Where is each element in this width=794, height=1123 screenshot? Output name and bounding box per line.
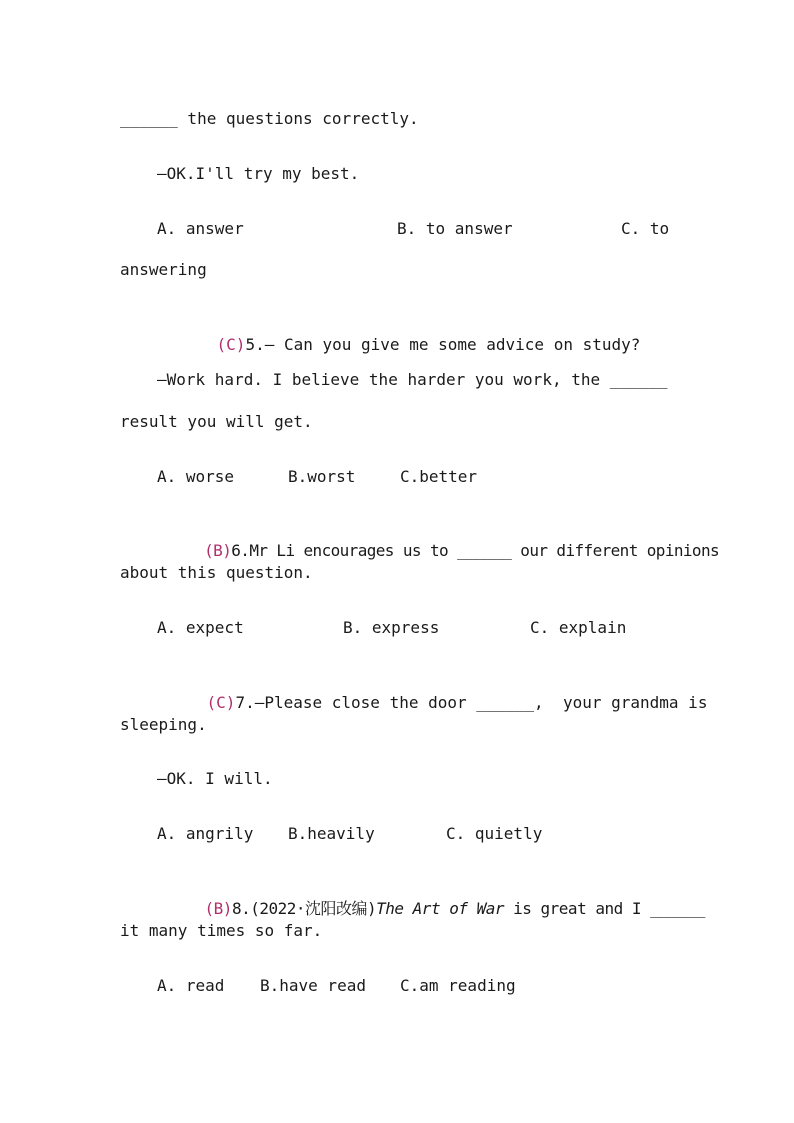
q8-stem-prefix: 8.(2022·沈阳改编) xyxy=(231,899,377,918)
q8-stem-suffix: is great and I ______ xyxy=(504,899,705,918)
q5-reply-line-2: result you will get. xyxy=(120,412,313,431)
q5-option-b: B.worst xyxy=(288,467,356,486)
q5-line xyxy=(178,315,640,375)
q8-option-a: A. read xyxy=(157,976,225,995)
q6-answer: (B) xyxy=(204,541,232,560)
q7-stem-line-1: 7.—Please close the door ______, your grandma is xyxy=(235,693,708,712)
q4-option-c-continuation: answering xyxy=(120,260,207,279)
q7-answer: (C) xyxy=(206,693,236,712)
q8-option-c: C.am reading xyxy=(400,976,516,995)
q4-option-b: B. to answer xyxy=(397,219,513,238)
q4-stem-continuation: ______ the questions correctly. xyxy=(120,109,419,128)
q7-stem-line-2: sleeping. xyxy=(120,715,207,734)
q8-stem-line-2: it many times so far. xyxy=(120,921,323,940)
q5-option-c: C.better xyxy=(400,467,478,486)
q6-stem-line-1: 6.Mr Li encourages us to ______ our different opinions xyxy=(231,541,720,560)
q6-option-a: A. expect xyxy=(157,618,244,637)
q5-answer: (C) xyxy=(216,335,246,354)
q4-reply: —OK.I'll try my best. xyxy=(157,164,360,183)
q6-option-b: B. express xyxy=(343,618,440,637)
q5-option-a: A. worse xyxy=(157,467,235,486)
q7-option-b: B.heavily xyxy=(288,824,375,843)
q8-answer: (B) xyxy=(204,899,232,918)
q7-option-a: A. angrily xyxy=(157,824,254,843)
q8-book-title: The Art of War xyxy=(376,899,504,918)
q8-option-b: B.have read xyxy=(260,976,366,995)
q7-option-c: C. quietly xyxy=(446,824,543,843)
q6-option-c: C. explain xyxy=(530,618,627,637)
q4-option-a: A. answer xyxy=(157,219,244,238)
q5-stem: 5.— Can you give me some advice on study? xyxy=(245,335,641,354)
q7-line-1 xyxy=(168,673,707,733)
q7-reply: —OK. I will. xyxy=(157,769,273,788)
q6-stem-line-2: about this question. xyxy=(120,563,313,582)
q5-reply-line-1: —Work hard. I believe the harder you work, the ______ xyxy=(157,370,668,389)
q4-option-c: C. to xyxy=(621,219,670,238)
